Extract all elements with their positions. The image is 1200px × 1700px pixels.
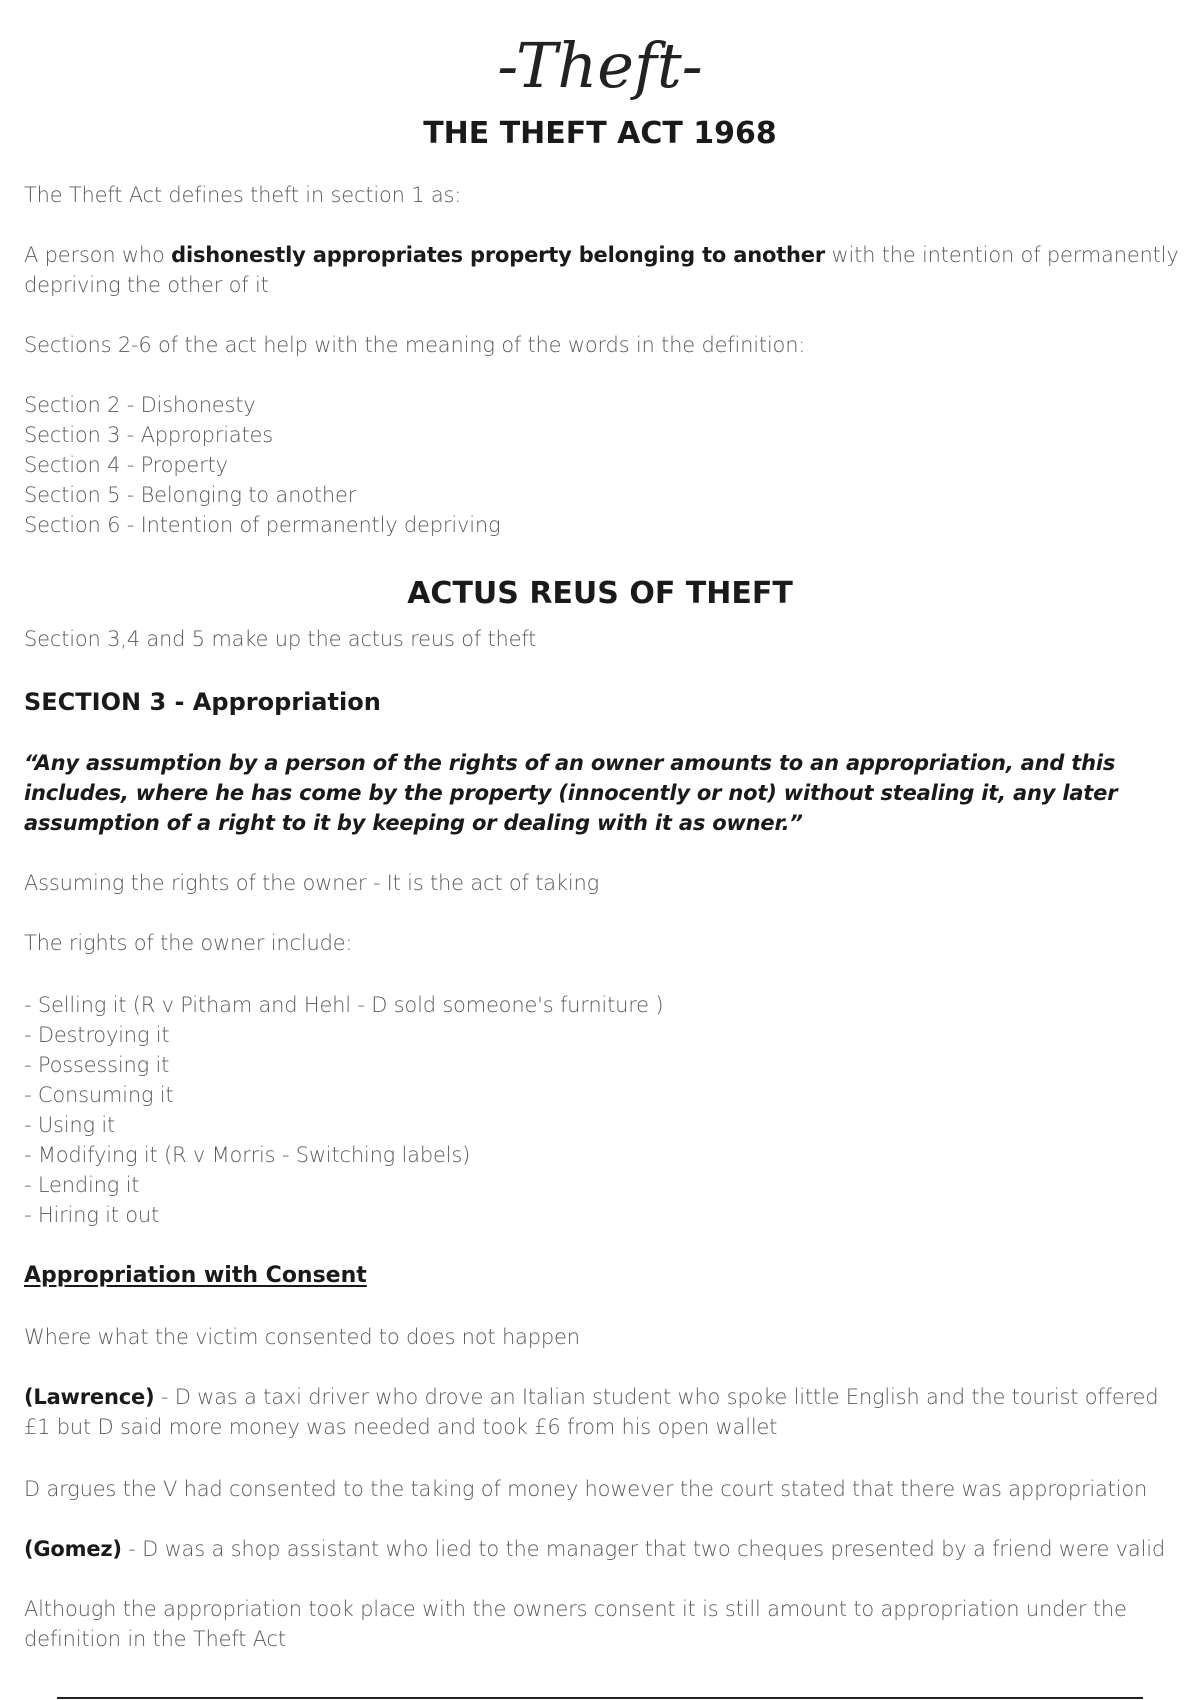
section-3-quote: “Any assumption by a person of the rights of an owner amounts to an appropriation, and this includes, where he has come by the property (innocently or not) without stealing it, any later assumption of a right to it by keeping or dealing with it as owner.” [24, 751, 1118, 835]
lawrence-case [24, 1382, 1184, 1442]
list-item: Section 6 - Intention of permanently depriving [24, 513, 501, 537]
list-item: - Using it [24, 1113, 116, 1137]
definition-paragraph [24, 240, 1184, 300]
page-title-script: -Theft- [497, 29, 703, 102]
list-item: - Modifying it (R v Morris - Switching labels) [24, 1143, 471, 1167]
lawrence-note: D argues the V had consented to the taking of money however the court stated that there was appropriation [24, 1477, 1148, 1501]
heading-section-3: SECTION 3 - Appropriation [24, 688, 381, 716]
bottom-divider [57, 1697, 1143, 1699]
gomez-note: Although the appropriation took place with the owners consent it is still amount to appropriation under the definition in the Theft Act [24, 1597, 1127, 1651]
gomez-case [24, 1534, 1184, 1564]
actus-intro: Section 3,4 and 5 make up the actus reus of theft [24, 627, 537, 651]
definition-pre: A person who [24, 243, 172, 267]
lawrence-case-text: - D was a taxi driver who drove an Italian student who spoke little English and the tourist offered £1 but D said more money was needed and took £6 from his open wallet [24, 1385, 1159, 1439]
intro-paragraph: The Theft Act defines theft in section 1 as: [24, 183, 462, 207]
heading-theft-act: THE THEFT ACT 1968 [423, 116, 777, 151]
definition-bold: dishonestly appropriates property belonging to another [171, 243, 825, 267]
sections-list [24, 390, 500, 540]
gomez-case-text: - D was a shop assistant who lied to the manager that two cheques presented by a friend were valid [121, 1537, 1165, 1561]
list-item: Section 2 - Dishonesty [24, 393, 256, 417]
heading-actus-reus: ACTUS REUS OF THEFT [407, 576, 793, 611]
heading-appropriation-consent: Appropriation with Consent [24, 1263, 367, 1288]
list-item: - Destroying it [24, 1023, 170, 1047]
list-item: Section 4 - Property [24, 453, 228, 477]
definition-post: with the intention of permanently depriving the other of it [24, 243, 1179, 297]
list-item: Section 5 - Belonging to another [24, 483, 357, 507]
consent-intro: Where what the victim consented to does not happen [24, 1325, 580, 1349]
assuming-rights: Assuming the rights of the owner - It is the act of taking [24, 871, 600, 895]
lawrence-case-name: (Lawrence) [24, 1385, 155, 1409]
list-item: - Lending it [24, 1173, 140, 1197]
gomez-case-name: (Gomez) [24, 1537, 122, 1561]
list-item: - Selling it (R v Pitham and Hehl - D sold someone's furniture ) [24, 993, 664, 1017]
rights-list [24, 990, 663, 1230]
rights-intro: The rights of the owner include: [24, 931, 353, 955]
list-item: Section 3 - Appropriates [24, 423, 273, 447]
sections-intro: Sections 2-6 of the act help with the meaning of the words in the definition: [24, 333, 806, 357]
list-item: - Consuming it [24, 1083, 174, 1107]
list-item: - Possessing it [24, 1053, 170, 1077]
list-item: - Hiring it out [24, 1203, 160, 1227]
